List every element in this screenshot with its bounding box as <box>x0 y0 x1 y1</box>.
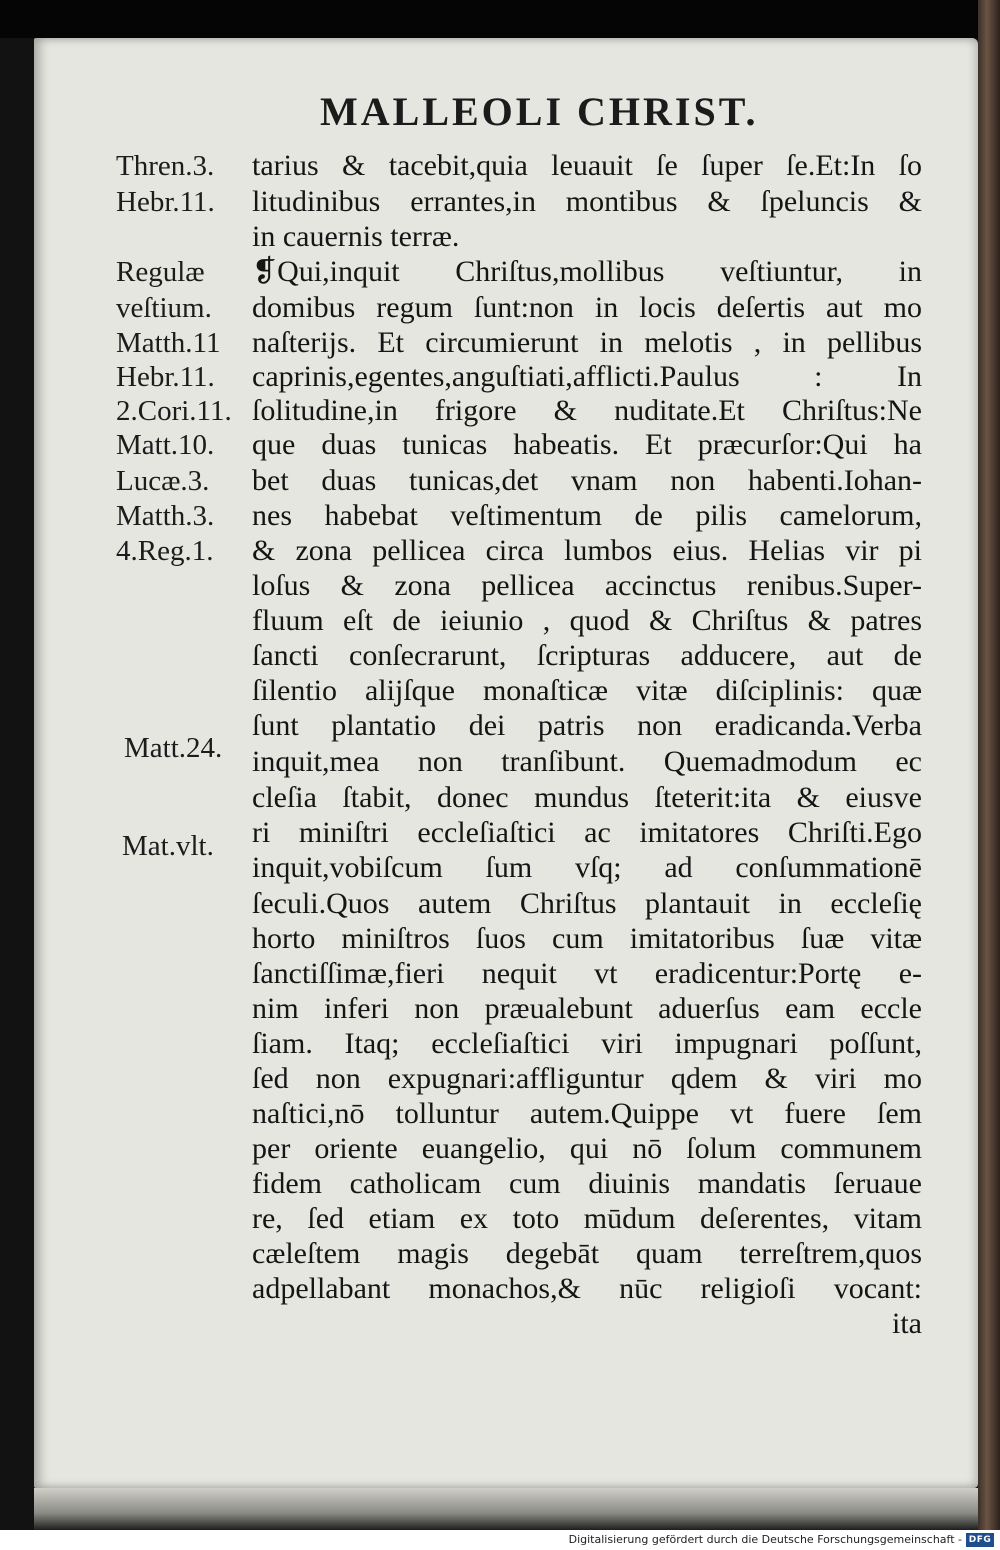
text-line: inquit,mea non tranſibunt. Quemadmodum ec <box>252 745 922 778</box>
margin-note: Matt.24. <box>124 732 223 764</box>
text-line: cleſia ſtabit, donec mundus ſteterit:ita & eiusve <box>252 781 922 814</box>
text-line: fluum eſt de ieiunio , quod & Chriſtus & patres <box>252 604 922 637</box>
margin-note: Matt.10. <box>116 429 215 461</box>
scan-left-edge <box>0 38 34 1530</box>
text-line: ſancti conſecrarunt, ſcripturas adducere, aut de <box>252 639 922 672</box>
scan-top-band <box>0 0 1000 38</box>
running-head: MALLEOLI CHRIST. <box>320 89 759 134</box>
margin-note: Matth.11 <box>116 327 221 359</box>
text-line: fidem catholicam cum diuinis mandatis ſeruaue <box>252 1167 922 1200</box>
text-line: ſiam. Itaq; eccleſiaſtici viri impugnari poſſunt, <box>252 1027 922 1060</box>
text-line: ſeculi.Quos autem Chriſtus plantauit in eccleſię <box>252 887 922 920</box>
text-line: ri miniſtri eccleſiaſtici ac imitatores Chriſti.Ego <box>252 816 922 849</box>
margin-note: Hebr.11. <box>116 361 215 393</box>
text-line: adpellabant monachos,& nūc religioſi vocant: <box>252 1272 922 1305</box>
text-line: naſtici,nō tolluntur autem.Quippe vt fuere ſem <box>252 1097 922 1130</box>
text-line: per oriente euangelio, qui nō ſolum communem <box>252 1132 922 1165</box>
text-line: in cauernis terræ. <box>252 220 460 253</box>
margin-note: Lucæ.3. <box>116 465 210 497</box>
margin-note: Hebr.11. <box>116 186 215 218</box>
dfg-logo-icon: DFG <box>966 1533 994 1547</box>
text-line: tarius & tacebit,quia leuauit ſe ſuper ſe.Et:In ſo <box>252 149 922 182</box>
margin-note: Regulæ <box>116 256 205 288</box>
book-fore-edge <box>978 0 1000 1530</box>
margin-note: Thren.3. <box>116 150 215 182</box>
catchword: ita <box>892 1307 922 1340</box>
text-line: bet duas tunicas,det vnam non habenti.Iohan- <box>252 464 922 497</box>
text-line: domibus regum ſunt:non in locis deſertis aut mo <box>252 291 922 324</box>
text-line: inquit,vobiſcum ſum vſq; ad conſummationē <box>252 851 922 884</box>
text-line: que duas tunicas habeatis. Et præcurſor:Qui ha <box>252 428 922 461</box>
text-line: ſunt plantatio dei patris non eradicanda.Verba <box>252 709 922 742</box>
text-line: caprinis,egentes,anguſtiati,afflicti.Paulus : In <box>252 360 922 393</box>
margin-note: 2.Cori.11. <box>116 395 232 427</box>
text-line: cæleſtem magis degebāt quam terreſtrem,quos <box>252 1237 922 1270</box>
footer-credit: Digitalisierung gefördert durch die Deutsche Forschungsgemeinschaft - <box>568 1533 962 1546</box>
margin-note: 4.Reg.1. <box>116 535 214 567</box>
text-line: re, ſed etiam ex toto mūdum deſerentes, vitam <box>252 1202 922 1235</box>
text-line: ſanctiſſimæ,fieri nequit vt eradicentur:Portę e- <box>252 957 922 990</box>
text-line: ſolitudine,in frigore & nuditate.Et Chriſtus:Ne <box>252 394 922 427</box>
page-bottom-edge <box>34 1488 978 1530</box>
text-line: naſterijs. Et circumierunt in melotis , in pellibus <box>252 326 922 359</box>
text-line: ❡Qui,inquit Chriſtus,mollibus veſtiuntur, in <box>252 255 922 288</box>
text-line: nes habebat veſtimentum de pilis camelorum, <box>252 499 922 532</box>
text-line: ſilentio alijſque monaſticæ vitæ diſciplinis: quæ <box>252 674 922 707</box>
text-line: horto miniſtros ſuos cum imitatoribus ſuæ vitæ <box>252 922 922 955</box>
text-line: nim inferi non præualebunt aduerſus eam eccle <box>252 992 922 1025</box>
text-line: loſus & zona pellicea accinctus renibus.Super- <box>252 569 922 602</box>
text-line: litudinibus errantes,in montibus & ſpeluncis & <box>252 185 922 218</box>
text-line: ſed non expugnari:affliguntur qdem & viri mo <box>252 1062 922 1095</box>
margin-note: veſtium. <box>116 292 212 324</box>
margin-note: Mat.vlt. <box>122 830 214 862</box>
margin-note: Matth.3. <box>116 500 215 532</box>
text-line: & zona pellicea circa lumbos eius. Helias vir pi <box>252 534 922 567</box>
